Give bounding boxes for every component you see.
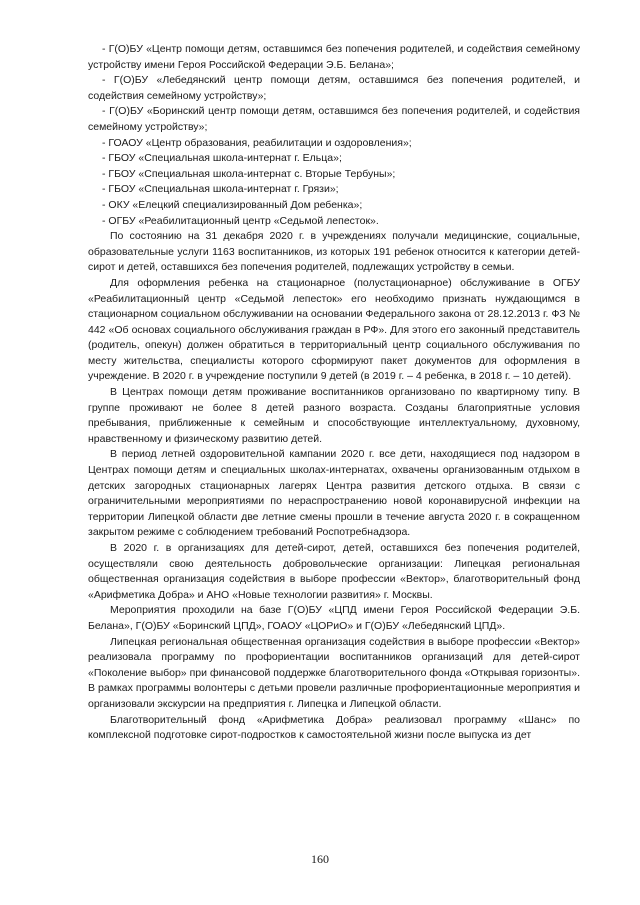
institution-list <box>88 42 580 229</box>
paragraph: Благотворительный фонд «Арифметика Добра» реализовал программу «Шанс» по комплексной подготовке сирот-подростков к самостоятельной жизни после выпуска из дет <box>88 713 580 742</box>
list-item: - ГБОУ «Специальная школа-интернат с. Вторые Тербуны»; <box>102 167 396 180</box>
document-page <box>88 42 580 744</box>
list-item: - Г(О)БУ «Лебедянский центр помощи детям, оставшимся без попечения родителей, и содействия семейному устройству»; <box>88 74 580 102</box>
list-item: - ОГБУ «Реабилитационный центр «Седьмой лепесток». <box>102 214 379 227</box>
paragraph: В Центрах помощи детям проживание воспитанников организовано по квартирному типу. В группе проживают не более 8 детей разного возраста. Созданы благоприятные условия пребывания, приближенные к семейным и способствующие интеллектуальному, духовному, нравственному и физическому развитию детей. <box>88 386 580 445</box>
paragraph: Липецкая региональная общественная организация содействия в выборе профессии «Вектор» реализовала программу по профориентации воспитанников организаций для детей-сирот «Поколение выбор» при финансовой поддержке благотворительного фонда «Открывая горизонты». В рамках программы волонтеры с детьми провели различные профориентационные мероприятия и организовали экскурсии на предприятия г. Липецка и Липецкой области. <box>88 635 580 710</box>
list-item: - ГБОУ «Специальная школа-интернат г. Ельца»; <box>102 152 342 165</box>
page-number: 160 <box>311 852 329 866</box>
list-item: - Г(О)БУ «Центр помощи детям, оставшимся без попечения родителей, и содействия семейному устройству имени Героя Российской Федерации Э.Б. Белана»; <box>88 43 580 71</box>
list-item: - ГОАОУ «Центр образования, реабилитации и оздоровления»; <box>102 136 412 149</box>
paragraph: Для оформления ребенка на стационарное (полустационарное) обслуживание в ОГБУ «Реабилитационный центр «Седьмой лепесток» его необходимо признать нуждающимся в стационарном социальном обслуживании на основании Федерального закона от 28.12.2013 г. ФЗ № 442 «Об основах социального обслуживания граждан в РФ». Для этого его законный представитель (родитель, опекун) должен обратиться в территориальный центр социального обслуживания по месту жительства, специалисты которого сформируют пакет документов для оформления в учреждение. В 2020 г. в учреждение поступили 9 детей (в 2019 г. – 4 ребенка, в 2018 г. – 10 детей). <box>88 276 580 383</box>
body-text <box>88 229 580 744</box>
list-item: - ГБОУ «Специальная школа-интернат г. Грязи»; <box>102 183 339 196</box>
paragraph: Мероприятия проходили на базе Г(О)БУ «ЦПД имени Героя Российской Федерации Э.Б. Белана», Г(О)БУ «Боринский ЦПД», ГОАОУ «ЦОРиО» и Г(О)БУ «Лебедянский ЦПД». <box>88 604 580 632</box>
paragraph: В 2020 г. в организациях для детей-сирот, детей, оставшихся без попечения родителей, осуществляли свою деятельность добровольческие организации: Липецкая региональная общественная организация содействия в выборе профессии «Вектор», благотворительный фонд «Арифметика Добра» и АНО «Новые технологии развития» г. Москвы. <box>88 542 580 601</box>
paragraph: По состоянию на 31 декабря 2020 г. в учреждениях получали медицинские, социальные, образовательные услуги 1163 воспитанников, из которых 191 ребенок относится к категории детей-сирот и детей, оставшихся без попечения родителей, подлежащих устройству в семьи. <box>88 230 580 274</box>
paragraph: В период летней оздоровительной кампании 2020 г. все дети, находящиеся под надзором в Центрах помощи детям и специальных школах-интернатах, охвачены организованным отдыхом в детских загородных стационарных лагерях Центра развития детского отдыха. В связи с ограничительными мероприятиями по нераспространению новой коронавирусной инфекции на территории Липецкой области две летние смены прошли в течение августа 2020 г. в сокращенном закрытом режиме с соблюдением требований Роспотребнадзора. <box>88 448 580 539</box>
list-item: - Г(О)БУ «Боринский центр помощи детям, оставшимся без попечения родителей, и содействия семейному устройству»; <box>88 105 580 133</box>
list-item: - ОКУ «Елецкий специализированный Дом ребенка»; <box>102 198 363 211</box>
